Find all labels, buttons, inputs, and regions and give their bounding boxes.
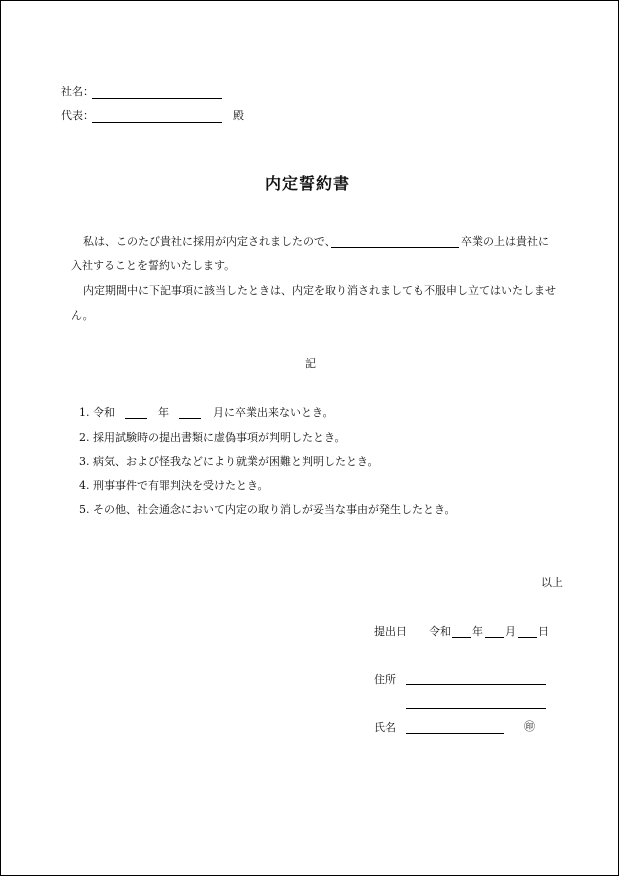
address-blank-line-2	[406, 708, 546, 709]
item-1-rest: 月に卒業出来ないとき。	[213, 406, 334, 419]
date-year-label: 年	[472, 625, 483, 638]
paragraph-2-part-b: ん。	[71, 309, 94, 322]
date-day-label: 日	[538, 625, 549, 638]
address-blank-line-1	[406, 684, 546, 685]
paragraph-1-part-b: 卒業の上は貴社に	[461, 235, 549, 248]
representative-blank-line	[92, 122, 222, 123]
date-month-blank	[485, 637, 504, 638]
item-2: 2. 採用試験時の提出書類に虚偽事項が判明したとき。	[79, 431, 346, 444]
item-5: 5. その他、社会通念において内定の取り消しが妥当な事由が発生したとき。	[79, 503, 456, 516]
company-label: 社名：	[61, 85, 94, 98]
item-1-year-label: 年	[158, 406, 169, 419]
representative-label: 代表：	[61, 109, 94, 122]
date-era: 令和	[429, 625, 451, 638]
item-3: 3. 病気、および怪我などにより就業が困難と判明したとき。	[79, 455, 379, 468]
seal-mark: ㊞	[524, 720, 535, 733]
date-day-blank	[518, 637, 537, 638]
submission-date-label: 提出日	[374, 625, 407, 638]
item-1-year-blank	[125, 418, 147, 419]
paragraph-1-part-a: 私は、このたび貴社に採用が内定されましたので、	[83, 235, 336, 248]
date-month-label: 月	[505, 625, 516, 638]
document-title: 内定誓約書	[265, 174, 351, 193]
paragraph-2-part-a: 内定期間中に下記事項に該当したときは、内定を取り消されましても不服申し立てはいたしませ	[83, 284, 556, 297]
ijou-closing: 以上	[541, 576, 563, 589]
ki-heading: 記	[305, 357, 316, 370]
item-4: 4. 刑事事件で有罪判決を受けたとき。	[79, 479, 269, 492]
honorific: 殿	[233, 109, 244, 122]
name-blank-line	[406, 733, 504, 734]
name-label: 氏名	[374, 721, 396, 734]
item-1-month-blank	[179, 418, 201, 419]
address-label: 住所	[374, 673, 396, 686]
item-1-number: 1.	[79, 406, 90, 419]
company-blank-line	[92, 98, 222, 99]
item-1-era: 令和	[93, 406, 115, 419]
paragraph-1-part-c: 入社することを誓約いたします。	[71, 259, 236, 272]
graduation-blank-line	[331, 247, 459, 248]
date-year-blank	[452, 637, 471, 638]
